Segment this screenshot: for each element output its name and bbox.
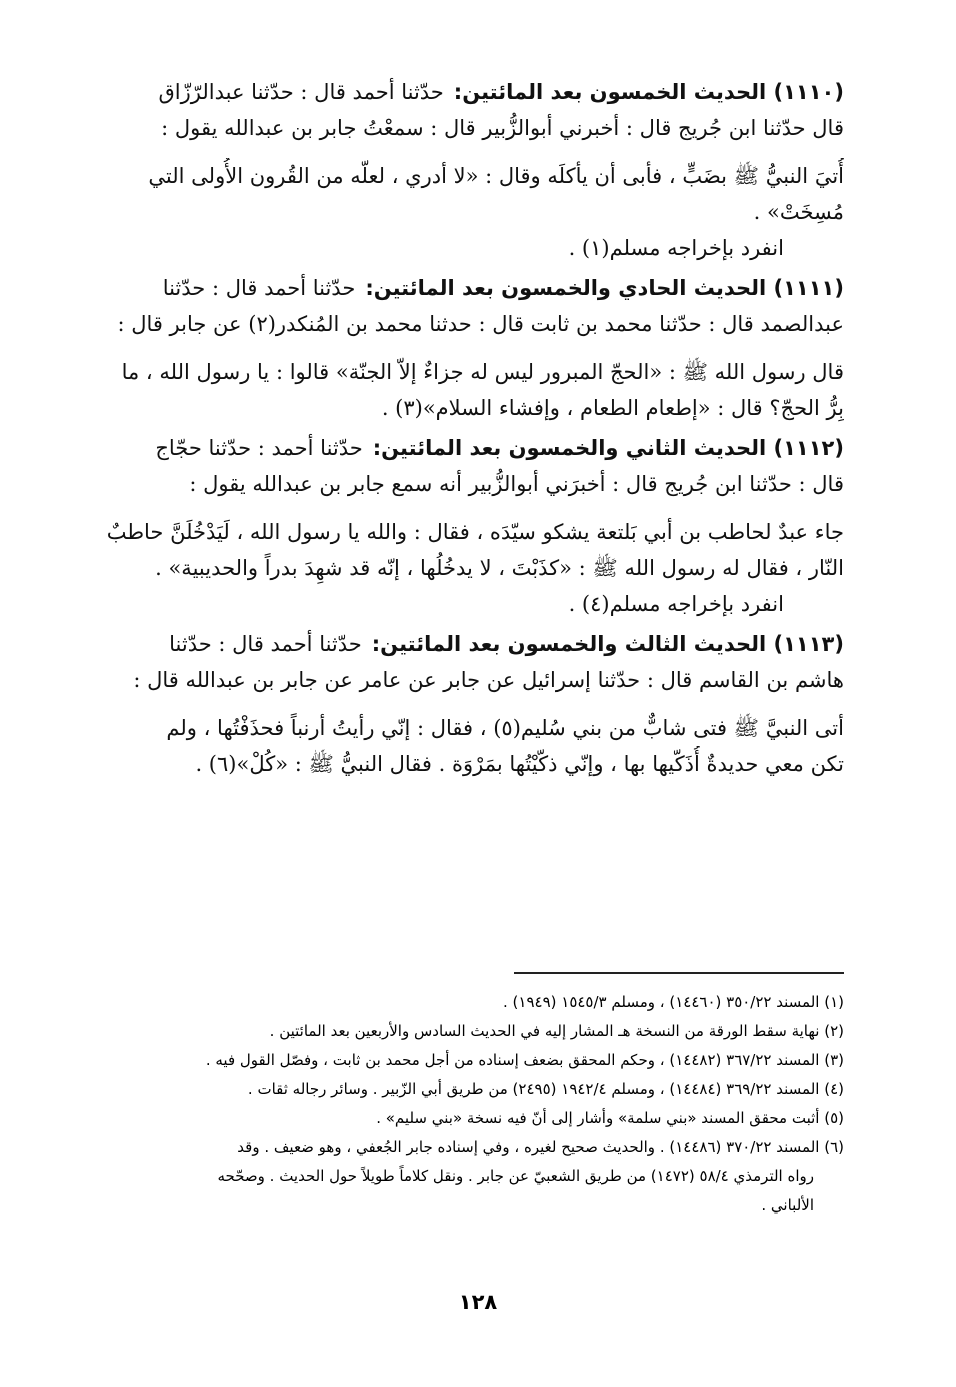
hadith-heading-line [78,430,844,466]
hadith-text: انفرد بإخراجه مسلم(١) . [568,236,784,260]
hadith-heading-line [78,270,844,306]
hadith-text: حدّثنا أحمد قال : حدّثنا [169,632,362,656]
hadith-text: قال رسول الله ﷺ : «الحجّ المبرور ليس له جزاءٌ إلاّ الجنّة» قالوا : يا رسول الله ، ما [121,360,844,384]
hadith-text: هاشم بن القاسم قال : حدّثنا إسرائيل عن جابر عن عامر عن جابر بن عبدالله قال : [133,668,844,692]
footnote: (٢) نهاية سقط الورقة من النسخة هـ المشار إليه في الحديث السادس والأربعين بعد المائتين . [269,1022,844,1040]
footnote: (٥) أثبت محقق المسند «بني سلمة» وأشار إلى أنّ فيه نسخة «بني سليم» . [376,1109,844,1127]
footnote-divider [514,972,844,974]
hadith-1113 [78,626,844,782]
hadith-1110 [78,74,844,266]
footnote-continuation: رواه الترمذي ٥٨/٤ (١٤٧٢) من طريق الشعبيّ عن جابر . ونقل كلاماً طويلاً حول الحديث . وصحّحه [217,1167,814,1185]
hadith-heading-line [78,626,844,662]
hadith-text: حدّثنا أحمد قال : حدّثنا [162,276,356,300]
hadith-text: حدّثنا أحمد : حدّثنا حجّاج [155,436,363,460]
hadith-1111 [78,270,844,426]
hadith-text: انفرد بإخراجه مسلم(٤) . [568,592,784,616]
footnote: (٤) المسند ٣٦٩/٢٢ (١٤٤٨٤) ، ومسلم ١٩٤٢/٤ (٢٤٩٥) من طريق أبي الزّبير . وسائر رجاله ثقات . [247,1080,844,1098]
hadith-text: قال حدّثنا ابن جُريج قال : أخبرني أبوالزُّبير قال : سمعْتُ جابر بن عبدالله يقول : [161,116,844,140]
hadith-text: عبدالصمد قال : حدّثنا محمد بن ثابت قال : حدثنا محمد بن المُنكدر(٢) عن جابر قال : [117,312,844,336]
hadith-text: أُتيَ النبيُّ ﷺ بضَبٍّ ، فأبى أن يأكلَه وقال : «لا أدري ، لعلّه من القُرون الأُولى التي [148,164,844,188]
footnote: (١) المسند ٣٥٠/٢٢ (١٤٤٦٠) ، ومسلم ١٥٤٥/٣ (١٩٤٩) . [503,993,844,1011]
hadith-text: تكن معي حديدةٌ أُذَكّيها بها ، وإنّي ذكّيْتُها بمَرْوَة . فقال النبيُّ ﷺ : «كُلْ»(٦) . [195,752,844,776]
hadith-text: بِرُّ الحجّ؟ قال : «إطعام الطعام ، وإفشاء السلام»(٣) . [381,396,844,420]
footnote: (٣) المسند ٣٦٧/٢٢ (١٤٤٨٢) ، وحكم المحقق بضعف إسناده من أجل محمد بن ثابت ، وفصّل القول فيه . [205,1051,844,1069]
footnotes [78,988,844,1220]
hadith-text: أتى النبيَّ ﷺ فتى شابٌّ من بني سُليم(٥) ، فقال : إنّي رأيتُ أرنباً فحذَفْتُها ، ولم [166,716,844,740]
hadith-text: حدّثنا أحمد قال : حدّثنا عبدالرّزّاق [158,80,444,104]
footnote: (٦) المسند ٣٧٠/٢٢ (١٤٤٨٦) . والحديث صحيح لغيره ، وفي إسناده جابر الجُعفي ، وهو ضعيف . وقد [237,1138,844,1156]
hadith-heading: (١١١١) الحديث الحادي والخمسون بعد المائتين: [365,276,844,300]
page-number: ١٢٨ [458,1290,498,1314]
hadith-text: مُسِخَتْ» . [753,200,844,224]
hadith-heading: (١١١٠) الحديث الخمسون بعد المائتين: [453,80,844,104]
hadith-text: النّار ، فقال له رسول الله ﷺ : «كذَبْتَ ، لا يدخُلُها ، إنّه قد شهِدَ بدراً والحديبية» . [155,556,844,580]
hadith-text: جاء عبدٌ لحاطب بن أبي بَلتعة يشكو سيّدَه ، فقال : والله يا رسول الله ، لَيَدْخُلَنَّ حاطبٌ [106,520,844,544]
hadith-heading: (١١١٣) الحديث الثالث والخمسون بعد المائتين: [371,632,844,656]
hadith-1112 [78,430,844,622]
hadith-heading-line [78,74,844,110]
hadith-text: قال : حدّثنا ابن جُريج قال : أخبرَني أبوالزُّبير أنه سمع جابر بن عبدالله يقول : [189,472,844,496]
footnote-continuation: الألباني . [761,1196,814,1214]
hadith-heading: (١١١٢) الحديث الثاني والخمسون بعد المائتين: [372,436,844,460]
